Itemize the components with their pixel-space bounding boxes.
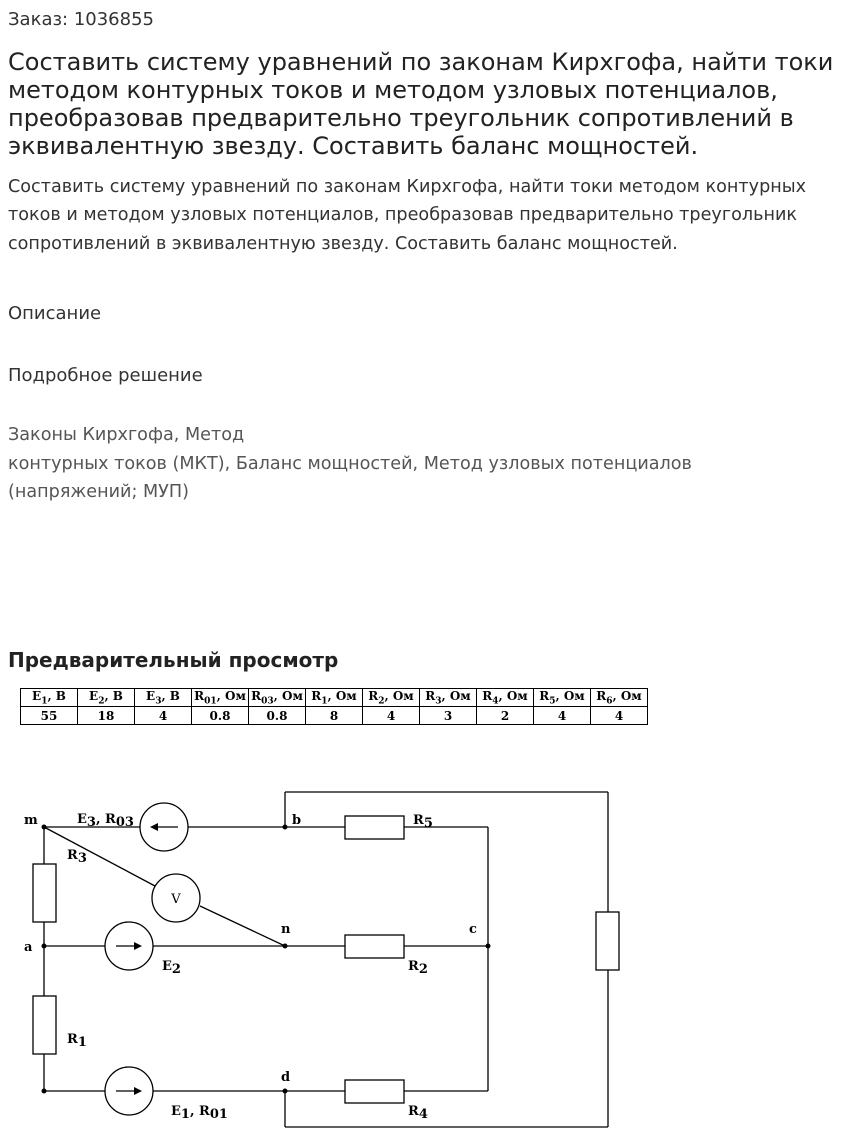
resistor-r2 — [345, 935, 404, 958]
resistor-r3 — [33, 864, 56, 922]
param-header: $E_3$, В — [135, 689, 192, 707]
tags-list — [8, 421, 843, 507]
node-label-n: n — [281, 922, 291, 937]
label-r5: R5 — [413, 813, 433, 831]
label-e2: E2 — [162, 959, 181, 977]
page-title: Составить систему уравнений по законам Кирхгофа, найти токи методом контурных токов и методом узловых потенциалов, преобразовав предварительно треугольник сопротивлений в эквивалентную звезду. Составить баланс мощностей. — [8, 48, 834, 160]
param-header: $R_3$, Ом — [420, 689, 477, 707]
param-header: $R_{01}$, Ом — [192, 689, 249, 707]
source-e2-icon — [105, 922, 153, 970]
param-value: 0.8 — [192, 707, 249, 725]
label-r3: R3 — [67, 848, 87, 866]
param-header: $R_5$, Ом — [534, 689, 591, 707]
param-header: $R_1$, Ом — [306, 689, 363, 707]
section-description-label: Описание — [8, 303, 102, 324]
order-number: Заказ: 1036855 — [8, 9, 154, 30]
param-value: 3 — [420, 707, 477, 725]
node-label-a: a — [24, 940, 33, 955]
param-value: 4 — [135, 707, 192, 725]
section-solution-label: Подробное решение — [8, 365, 203, 386]
parameters-header-row — [21, 689, 648, 707]
voltmeter-icon — [152, 874, 200, 922]
label-r2: R2 — [408, 959, 428, 977]
preview-heading: Предварительный просмотр — [8, 648, 339, 672]
param-header: $R_{03}$, Ом — [249, 689, 306, 707]
resistor-r6 — [596, 912, 619, 970]
param-value: 4 — [591, 707, 648, 725]
param-header: $E_1$, В — [21, 689, 78, 707]
param-value: 18 — [78, 707, 135, 725]
tags-line-1: Законы Кирхгофа, Метод — [8, 425, 245, 445]
resistor-r5 — [345, 816, 404, 839]
param-header: $R_2$, Ом — [363, 689, 420, 707]
label-r4: R4 — [408, 1104, 428, 1122]
node-label-d: d — [281, 1070, 291, 1085]
param-header: $R_6$, Ом — [591, 689, 648, 707]
tags-line-3: (напряжений; МУП) — [8, 482, 189, 502]
parameters-value-row — [21, 707, 648, 725]
label-e3-r03: E3, R03 — [77, 812, 134, 830]
param-header: $E_2$, В — [78, 689, 135, 707]
param-header: $R_4$, Ом — [477, 689, 534, 707]
source-e1-icon — [105, 1067, 153, 1115]
label-e1-r01: E1, R01 — [171, 1104, 228, 1122]
node-label-c: c — [469, 922, 477, 937]
circuit-diagram — [0, 780, 847, 1139]
param-value: 4 — [363, 707, 420, 725]
voltmeter-label: V — [171, 892, 181, 907]
param-value: 8 — [306, 707, 363, 725]
label-r1: R1 — [67, 1032, 87, 1050]
task-description: Составить систему уравнений по законам Кирхгофа, найти токи методом контурных токов и методом узловых потенциалов, преобразовав предварительно треугольник сопротивлений в эквивалентную звезду. Составить баланс мощностей. — [8, 177, 807, 254]
tags-line-2: контурных токов (МКТ), Баланс мощностей, Метод узловых потенциалов — [8, 453, 692, 474]
resistor-r4 — [345, 1080, 404, 1103]
parameters-table — [20, 688, 648, 725]
node-label-m: m — [24, 813, 38, 828]
param-value: 0.8 — [249, 707, 306, 725]
source-e3-icon — [140, 803, 188, 851]
param-value: 4 — [534, 707, 591, 725]
resistor-r1 — [33, 996, 56, 1054]
node-label-b: b — [292, 813, 302, 828]
param-value: 55 — [21, 707, 78, 725]
param-value: 2 — [477, 707, 534, 725]
